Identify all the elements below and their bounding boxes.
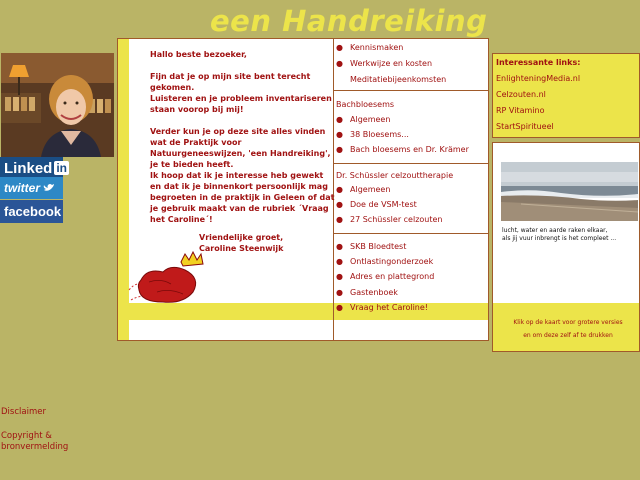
site-title: een Handreiking bbox=[210, 4, 488, 38]
nav-section-schussler bbox=[334, 170, 488, 232]
nav-label: SKB Bloedtest bbox=[350, 242, 407, 251]
nav-section-general bbox=[334, 42, 488, 92]
nav-section-bach bbox=[334, 99, 488, 161]
bullet-icon: ● bbox=[336, 303, 343, 312]
nav-item-38-bloesems[interactable] bbox=[334, 129, 488, 141]
nav-label: Adres en plattegrond bbox=[350, 272, 435, 281]
links-panel-title: Interessante links: bbox=[496, 58, 581, 67]
nav-label: Bach bloesems en Dr. Krämer bbox=[350, 145, 469, 154]
bullet-icon: ● bbox=[336, 257, 343, 266]
bullet-icon: ● bbox=[336, 115, 343, 124]
nav-item-bach-algemeen[interactable] bbox=[334, 114, 488, 126]
nav-divider bbox=[334, 163, 488, 164]
nav-label: Vraag het Caroline! bbox=[350, 303, 428, 312]
map-hint-line1: Klik op de kaart voor grotere versies bbox=[513, 319, 623, 326]
twitter-bird-icon bbox=[43, 183, 55, 193]
sign-off: Vriendelijke groet, bbox=[199, 233, 284, 242]
welcome-text bbox=[150, 49, 336, 236]
linkedin-label: Linked bbox=[4, 159, 53, 177]
link-celzouten[interactable]: Celzouten.nl bbox=[496, 90, 546, 99]
linkedin-icon: in bbox=[56, 161, 68, 175]
nav-heading-bach: Bachbloesems bbox=[336, 100, 395, 109]
nav-item-meditatie[interactable] bbox=[334, 74, 488, 86]
nav-item-27-celzouten[interactable] bbox=[334, 214, 488, 226]
bullet-icon: ● bbox=[336, 215, 343, 224]
nav-item-schussler-algemeen[interactable] bbox=[334, 184, 488, 196]
nav-heading-schussler: Dr. Schüssler celzouttherapie bbox=[336, 171, 454, 180]
nav-item-kennismaken[interactable] bbox=[334, 42, 488, 54]
twitter-label: twitter bbox=[4, 181, 40, 195]
bullet-icon: ● bbox=[336, 185, 343, 194]
bullet-icon: ● bbox=[336, 59, 343, 68]
nav-label: Algemeen bbox=[350, 185, 391, 194]
nav-label: 38 Bloesems... bbox=[350, 130, 409, 139]
bullet-icon: ● bbox=[336, 200, 343, 209]
nav-label: Algemeen bbox=[350, 115, 391, 124]
copyright-line2: bronvermelding bbox=[1, 442, 69, 452]
nav-item-skb-bloedtest[interactable] bbox=[334, 241, 488, 253]
nav-label: Werkwijze en kosten bbox=[350, 59, 433, 68]
bullet-icon: ● bbox=[336, 288, 343, 297]
nav-divider bbox=[334, 90, 488, 91]
link-start-spiritueel[interactable]: StartSpiritueel bbox=[496, 122, 554, 131]
disclaimer-link[interactable]: Disclaimer bbox=[1, 407, 46, 417]
nav-label: 27 Schüssler celzouten bbox=[350, 215, 443, 224]
linkedin-button[interactable] bbox=[0, 157, 68, 179]
nav-label: Gastenboek bbox=[350, 288, 398, 297]
nav-item-adres[interactable] bbox=[334, 271, 488, 283]
nav-item-vraag-caroline[interactable] bbox=[334, 302, 488, 314]
bullet-icon: ● bbox=[336, 130, 343, 139]
nav-section-services bbox=[334, 241, 488, 316]
nav-divider bbox=[334, 233, 488, 234]
nav-label: Meditatiebijeenkomsten bbox=[350, 75, 447, 84]
nav-label: Kennismaken bbox=[350, 43, 404, 52]
copyright-line1: Copyright & bbox=[1, 431, 52, 441]
bullet-icon: ● bbox=[336, 242, 343, 251]
facebook-button[interactable] bbox=[0, 200, 63, 223]
link-enlightening-media[interactable]: EnlighteningMedia.nl bbox=[496, 74, 581, 83]
beach-photo[interactable] bbox=[501, 162, 638, 221]
signature-name: Caroline Steenwijk bbox=[199, 244, 284, 253]
welcome-paragraph-2: Verder kun je op deze site alles vinden wat de Praktijk voor Natuurgeneeswijzen, 'een Handreiking', je te bieden heeft. Ik hoop dat ik je interesse heb gewekt en dat ik je binnenkort persoonlijk mag begroeten in de praktijk in Geleen of dat je gebruik maakt van de rubriek ´Vraag het Caroline´! bbox=[150, 127, 335, 224]
facebook-label: facebook bbox=[4, 204, 62, 219]
nav-label: Doe de VSM-test bbox=[350, 200, 417, 209]
nav-item-werkwijze[interactable] bbox=[334, 58, 488, 70]
link-rp-vitamino[interactable]: RP Vitamino bbox=[496, 106, 545, 115]
bullet-icon: ● bbox=[336, 145, 343, 154]
nav-label: Ontlastingonderzoek bbox=[350, 257, 434, 266]
bullet-icon: ● bbox=[336, 272, 343, 281]
nav-item-gastenboek[interactable] bbox=[334, 287, 488, 299]
portrait-photo bbox=[1, 53, 114, 157]
nav-item-bach-kramer[interactable] bbox=[334, 144, 488, 156]
welcome-paragraph-1: Fijn dat je op mijn site bent terecht gekomen. Luisteren en je probleem inventariseren staan voorop bij mij! bbox=[150, 72, 332, 114]
copyright-link[interactable] bbox=[1, 431, 68, 453]
nav-item-ontlasting[interactable] bbox=[334, 256, 488, 268]
welcome-greeting: Hallo beste bezoeker, bbox=[150, 50, 247, 59]
twitter-button[interactable] bbox=[0, 177, 63, 199]
nav-item-vsm-test[interactable] bbox=[334, 199, 488, 211]
map-hint bbox=[498, 316, 638, 342]
beach-caption: lucht, water en aarde raken elkaar, als jij vuur inbrengt is het compleet ... bbox=[502, 227, 617, 242]
heart-crown-icon bbox=[127, 250, 227, 310]
map-hint-line2: en om deze zelf af te drukken bbox=[523, 332, 613, 339]
bullet-icon: ● bbox=[336, 43, 343, 52]
